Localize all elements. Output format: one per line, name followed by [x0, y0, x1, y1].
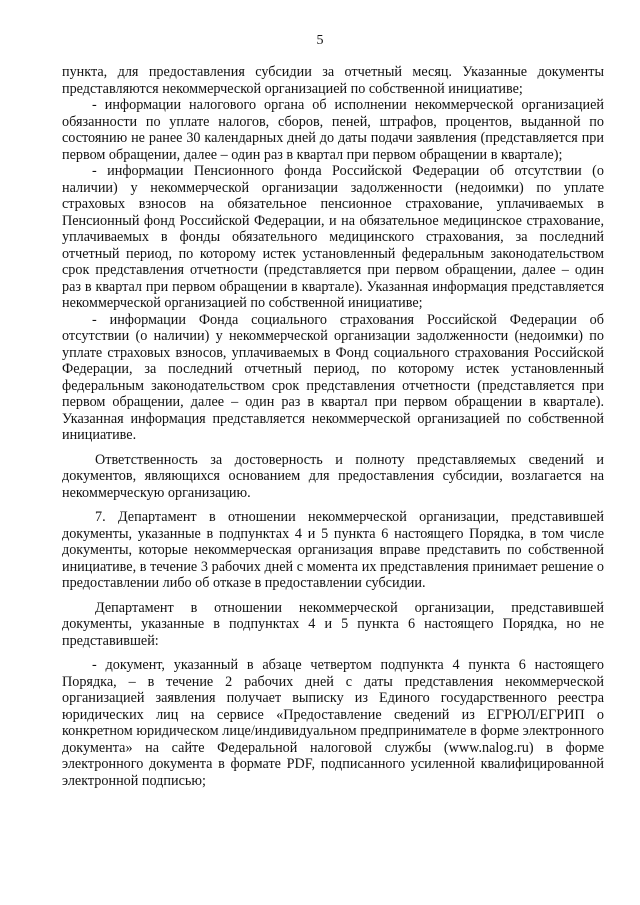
paragraph-department: Департамент в отношении некоммерческой организации, представившей документы, указанные в подпунктах 4 и 5 пункта 6 настоящего Порядка, но не представившей:	[62, 599, 604, 649]
paragraph-responsibility: Ответственность за достоверность и полноту представляемых сведений и документов, являющихся основанием для предоставления субсидии, возлагается на некоммерческую организацию.	[62, 451, 604, 501]
paragraph-tax-info: - информации налогового органа об исполнении некоммерческой организацией обязанности по уплате налогов, сборов, пеней, штрафов, процентов, выданной по состоянию не ранее 30 календарных дней до даты подачи заявления (представляется при первом обращении, далее – один раз в квартал при первом обращении в квартале);	[62, 97, 604, 163]
paragraph-social-insurance-info: - информации Фонда социального страхования Российской Федерации об отсутствии (о наличии) у некоммерческой организации задолженности (недоимки) по уплате страховых взносов, уплачиваемых в Фонд социального страхования Российской Федерации, за последний отчетный период, по которому истек установленный федеральным законодательством срок представления отчетности (представляется при первом обращении, далее – один раз в квартал при первом обращении в квартале). Указанная информация представляется некоммерческой организацией по собственной инициативе.	[62, 311, 604, 443]
page-number: 5	[316, 33, 324, 48]
body-text	[62, 64, 604, 789]
paragraph-pension-fund-info: - информации Пенсионного фонда Российской Федерации об отсутствии (о наличии) у некоммерческой организации задолженности (недоимки) по уплате страховых взносов на обязательное пенсионное страхование, уплачиваемых в Пенсионный фонд Российской Федерации, и на обязательное медицинское страхование, уплачиваемых в фонды обязательного медицинского страхования, за последний отчетный период, по которому истек установленный федеральным законодательством срок представления отчетности (представляется при первом обращении, далее – один раз в квартал при первом обращении в квартале). Указанная информация представляется некоммерческой организацией по собственной инициативе;	[62, 163, 604, 311]
paragraph-clause-7: 7. Департамент в отношении некоммерческой организации, представившей документы, указанные в подпунктах 4 и 5 пункта 6 настоящего Порядка, в том числе документы, которые некоммерческая организация вправе представить по собственной инициативе, в течение 3 рабочих дней с момента их представления принимает решение о предоставлении либо об отказе в предоставлении субсидии.	[62, 509, 604, 591]
paragraph-continuation: пункта, для предоставления субсидии за отчетный месяц. Указанные документы представляются некоммерческой организацией по собственной инициативе;	[62, 64, 604, 97]
paragraph-egrul-extract: - документ, указанный в абзаце четвертом подпункта 4 пункта 6 настоящего Порядка, – в течение 2 рабочих дней с даты представления некоммерческой организацией заявления получает выписку из Единого государственного реестра юридических лиц на сервисе «Предоставление сведений из ЕГРЮЛ/ЕГРИП о конкретном юридическом лице/индивидуальном предпринимателе в форме электронного документа» на сайте Федеральной налоговой службы (www.nalog.ru) в форме электронного документа в формате PDF, подписанного усиленной квалифицированной электронной подписью;	[62, 657, 604, 789]
